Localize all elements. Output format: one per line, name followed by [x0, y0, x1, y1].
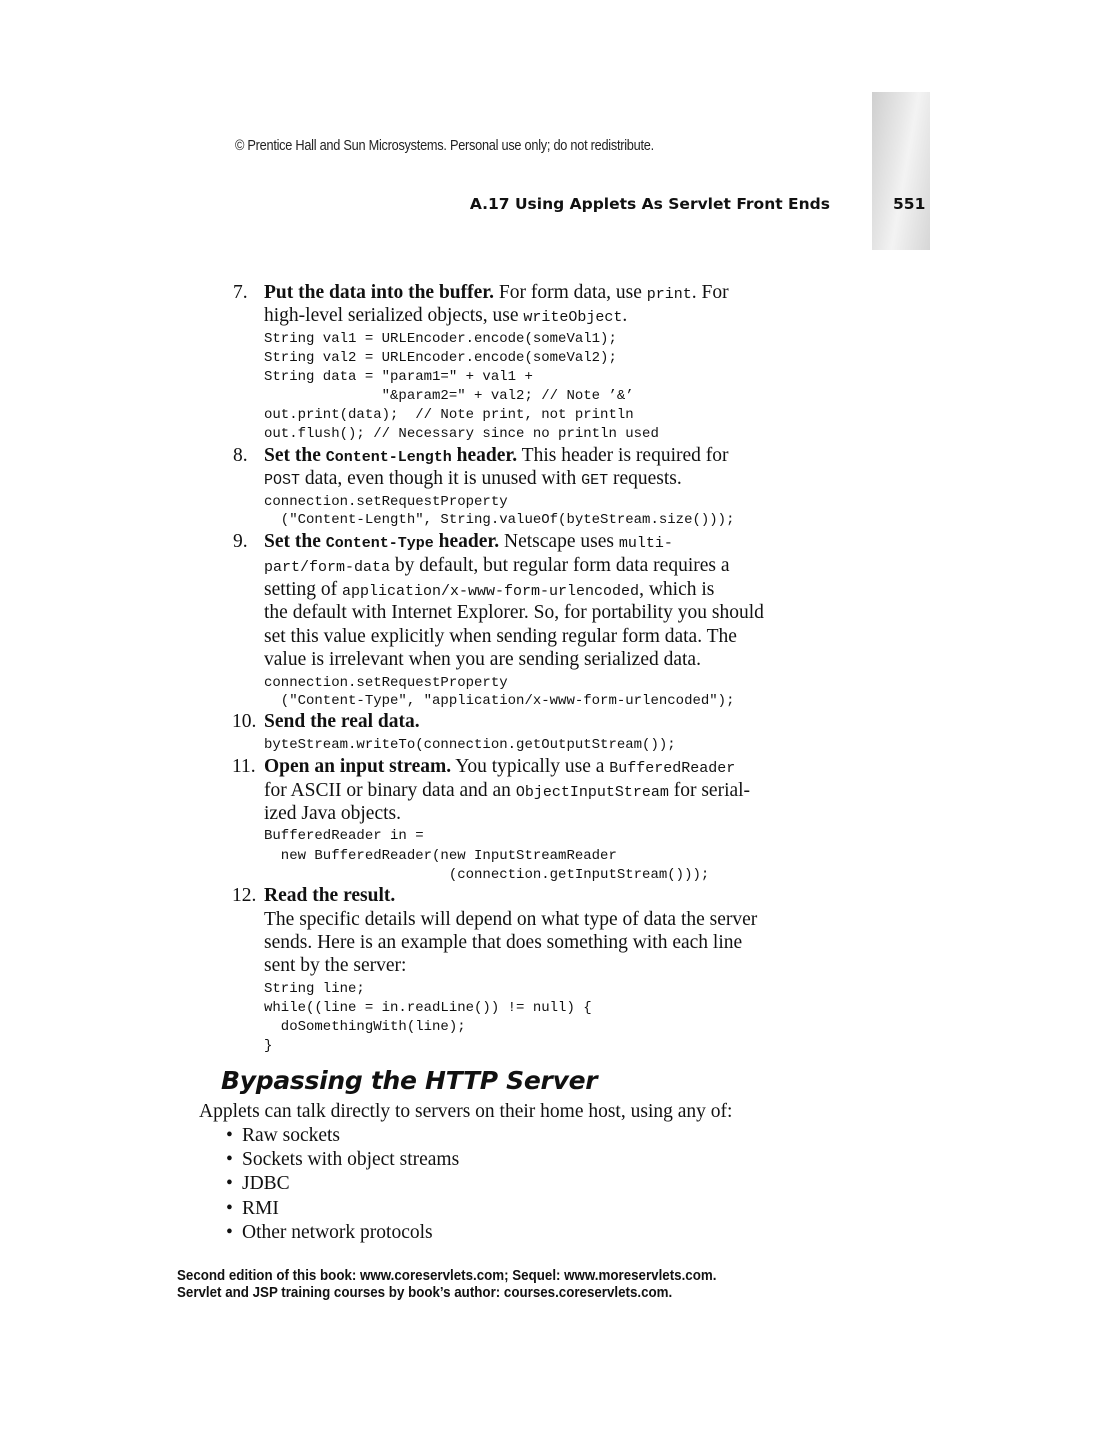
- text-line: [264, 804, 401, 824]
- code-term: writeObject: [523, 309, 623, 326]
- step-number: 8.: [233, 445, 248, 466]
- section-intro: Applets can talk directly to servers on their home host, using any of:: [199, 1101, 733, 1122]
- text-line: [264, 556, 730, 576]
- code-term: part/form-data: [264, 559, 391, 576]
- bold-text-run: header.: [451, 445, 518, 466]
- code-line: out.flush(); // Necessary since no println used: [264, 426, 659, 442]
- text-run: setting of: [264, 579, 342, 600]
- bullet-item: [226, 1198, 279, 1220]
- step-number: 9.: [233, 531, 248, 552]
- text-line: [264, 469, 682, 489]
- text-line: [264, 781, 750, 801]
- bullet-item: [226, 1125, 340, 1147]
- code-line: while((line = in.readLine()) != null) {: [264, 1000, 592, 1016]
- bullet-item: [226, 1149, 459, 1171]
- text-line: [264, 603, 764, 623]
- text-line: [264, 283, 729, 303]
- text-run: data, even though it is unused with: [300, 468, 582, 489]
- code-line: ("Content-Type", "application/x-www-form-urlencoded");: [264, 693, 735, 709]
- bullet-item: [226, 1173, 290, 1195]
- running-head: A.17 Using Applets As Servlet Front Ends: [469, 195, 830, 213]
- bold-text-run: Open an input stream.: [264, 756, 452, 777]
- footer-line-2: Servlet and JSP training courses by book’s author: courses.coreservlets.com.: [177, 1285, 673, 1301]
- bold-text-run: Read the result.: [264, 885, 396, 906]
- text-run: , which is: [639, 579, 715, 600]
- text-run: Netscape uses: [499, 531, 619, 552]
- text-line: [264, 446, 729, 466]
- text-line: [264, 886, 395, 906]
- code-line: connection.setRequestProperty: [264, 675, 508, 691]
- code-term: POST: [264, 472, 301, 489]
- text-run: the default with Internet Explorer. So, for portability you should: [264, 602, 764, 623]
- section-heading: Bypassing the HTTP Server: [221, 1066, 598, 1095]
- text-run: .: [622, 305, 628, 326]
- footer-line-1: Second edition of this book: www.coreservlets.com; Sequel: www.moreservlets.com.: [177, 1268, 717, 1284]
- text-line: [264, 933, 742, 953]
- text-run: You typically use a: [451, 756, 610, 777]
- code-term: multi-: [618, 535, 673, 552]
- code-term: BufferedReader: [609, 760, 736, 777]
- text-run: This header is required for: [517, 445, 729, 466]
- code-line: ("Content-Length", String.valueOf(byteStream.size()));: [264, 512, 735, 528]
- text-run: For form data, use: [494, 282, 647, 303]
- copyright-notice: © Prentice Hall and Sun Microsystems. Personal use only; do not redistribute.: [235, 138, 654, 154]
- code-line: String val2 = URLEncoder.encode(someVal2);: [264, 350, 617, 366]
- text-line: [264, 712, 420, 732]
- step-number: 10.: [232, 711, 257, 732]
- code-line: new BufferedReader(new InputStreamReader: [264, 848, 617, 864]
- bullet-icon: •: [226, 1173, 233, 1195]
- code-line: (connection.getInputStream()));: [264, 867, 710, 883]
- bullet-icon: •: [226, 1221, 233, 1243]
- code-line: "&param2=" + val2; // Note ’&’: [264, 388, 634, 404]
- code-term: ObjectInputStream: [515, 784, 669, 801]
- text-line: [264, 627, 737, 647]
- text-run: high-level serialized objects, use: [264, 305, 524, 326]
- text-run: sends. Here is an example that does something with each line: [264, 932, 743, 953]
- text-run: sent by the server:: [264, 955, 407, 976]
- bullet-text: Other network protocols: [242, 1221, 433, 1243]
- code-line: byteStream.writeTo(connection.getOutputStream());: [264, 737, 676, 753]
- step-number: 12.: [232, 885, 257, 906]
- bullet-text: JDBC: [242, 1173, 290, 1195]
- code-line: String val1 = URLEncoder.encode(someVal1);: [264, 331, 617, 347]
- page-edge-tab: [872, 92, 930, 250]
- bold-text-run: Send the real data.: [264, 711, 420, 732]
- text-run: The specific details will depend on what type of data the server: [264, 909, 758, 930]
- text-line: [264, 910, 757, 930]
- text-run: value is irrelevant when you are sending serialized data.: [264, 649, 701, 670]
- text-line: [264, 650, 701, 670]
- code-line: doSomethingWith(line);: [264, 1019, 466, 1035]
- bullet-icon: •: [226, 1197, 233, 1219]
- bullet-text: Raw sockets: [242, 1125, 341, 1146]
- bold-text-run: Set the: [264, 445, 326, 466]
- code-line: }: [264, 1038, 273, 1054]
- bold-text-run: header.: [433, 531, 500, 552]
- bullet-icon: •: [226, 1149, 233, 1171]
- text-line: [264, 532, 673, 552]
- bullet-text: RMI: [242, 1197, 279, 1219]
- text-run: ized Java objects.: [264, 803, 401, 824]
- bullet-item: [226, 1222, 433, 1244]
- code-line: String line;: [264, 981, 365, 997]
- code-line: connection.setRequestProperty: [264, 494, 508, 510]
- text-line: [264, 306, 627, 326]
- code-term: Content-Type: [325, 535, 434, 552]
- code-term: Content-Length: [325, 449, 452, 466]
- step-number: 7.: [233, 282, 248, 303]
- text-run: for serial-: [668, 780, 751, 801]
- bullet-text: Sockets with object streams: [242, 1149, 460, 1171]
- text-run: set this value explicitly when sending regular form data. The: [264, 626, 737, 647]
- text-run: . For: [691, 282, 729, 303]
- code-term: application/x-www-form-urlencoded: [342, 583, 640, 600]
- code-line: BufferedReader in =: [264, 828, 424, 844]
- text-run: requests.: [608, 468, 682, 489]
- bold-text-run: Put the data into the buffer.: [264, 282, 495, 303]
- code-term: print: [646, 286, 692, 303]
- text-line: [264, 580, 714, 600]
- text-line: [264, 956, 406, 976]
- text-line: [264, 757, 735, 777]
- code-term: GET: [581, 472, 609, 489]
- code-line: String data = "param1=" + val1 +: [264, 369, 533, 385]
- page-number: 551: [893, 195, 926, 213]
- text-run: for ASCII or binary data and an: [264, 780, 516, 801]
- step-number: 11.: [232, 756, 256, 777]
- text-run: by default, but regular form data requires a: [390, 555, 730, 576]
- code-line: out.print(data); // Note print, not println: [264, 407, 634, 423]
- bold-text-run: Set the: [264, 531, 326, 552]
- bullet-icon: •: [226, 1125, 233, 1146]
